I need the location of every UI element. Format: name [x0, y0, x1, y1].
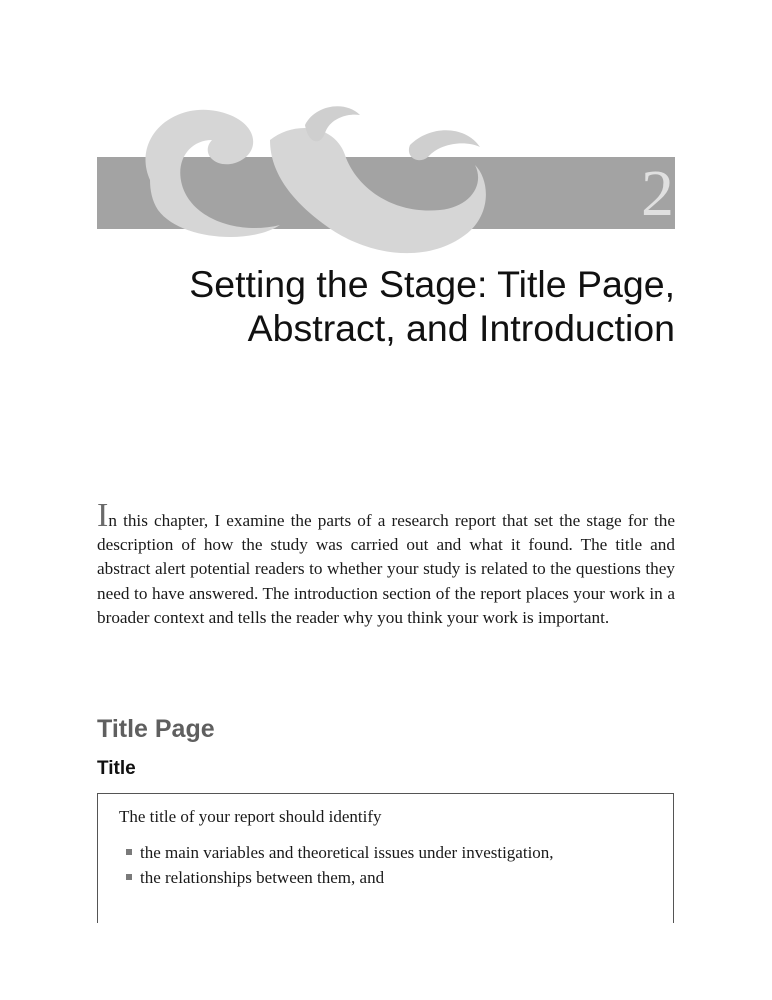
square-bullet-icon: [126, 849, 132, 855]
chapter-title-line-1: Setting the Stage: Title Page,: [189, 263, 675, 305]
chapter-number: 2: [641, 157, 674, 230]
chapter-title-line-2: Abstract, and Introduction: [247, 307, 675, 349]
list-item: [126, 840, 554, 865]
list-item-text: the relationships between them, and: [140, 868, 385, 887]
ampersand-flourish-icon: [120, 85, 500, 270]
square-bullet-icon: [126, 874, 132, 880]
box-intro: The title of your report should identify: [119, 807, 382, 826]
chapter-title: [115, 262, 675, 350]
intro-text: n this chapter, I examine the parts of a research report that set the stage for the description of how the study was carried out and what it found. The title and abstract alert potential readers to whether your study is related to the questions they need to have answered. The introduction section of the report places your work in a broader context and tells the reader why you think your work is important.: [97, 511, 675, 627]
intro-paragraph: [97, 497, 675, 630]
section-heading: Title Page: [97, 715, 215, 743]
subsection-heading: Title: [97, 758, 136, 779]
summary-box: [97, 793, 674, 923]
box-list: [126, 840, 554, 890]
drop-initial: I: [97, 497, 109, 534]
list-item: [126, 865, 554, 890]
list-item-text: the main variables and theoretical issues under investigation,: [140, 843, 554, 862]
